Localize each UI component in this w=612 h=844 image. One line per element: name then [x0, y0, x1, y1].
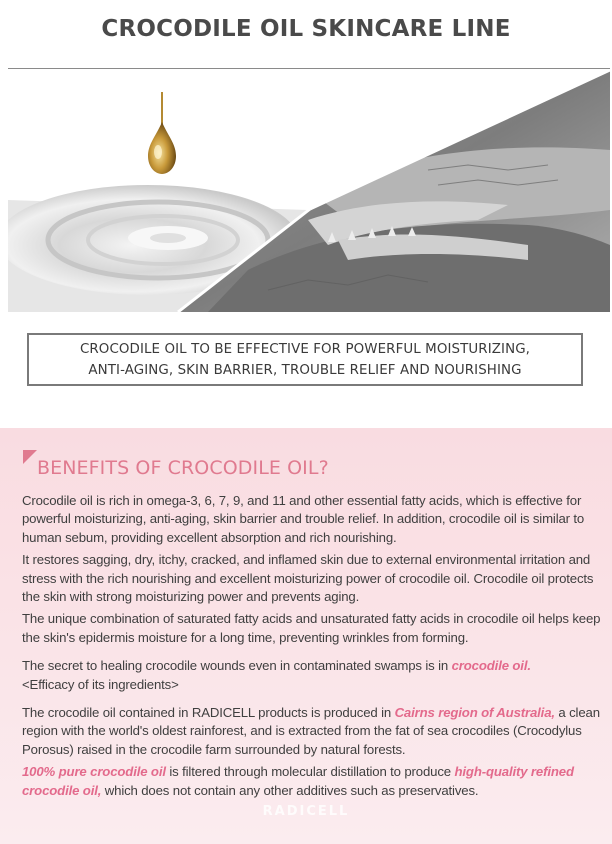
tagline-line-1: CROCODILE OIL TO BE EFFECTIVE FOR POWERFUL MOISTURIZING, [79, 342, 531, 357]
highlight-refined-oil: high-quality refined crocodile oil, [22, 764, 574, 798]
highlight-cairns: Cairns region of Australia, [394, 705, 555, 721]
paragraph-4: The secret to healing crocodile wounds even in contaminated swamps is in crocodile oil. [22, 658, 531, 674]
benefits-heading: BENEFITS OF CROCODILE OIL? [37, 457, 329, 479]
paragraph-2: It restores sagging, dry, itchy, cracked, and inflamed skin due to external environmental irritation and stress with the rich nourishing and excellent moisturizing power of crocodile oil. Crocodile oil protects the skin with strong moisturizing power and prevents aging. [22, 552, 594, 605]
brand-watermark: RADICELL [262, 804, 350, 819]
tagline-line-2: ANTI-AGING, SKIN BARRIER, TROUBLE RELIEF AND NOURISHING [88, 363, 522, 378]
page-title: CROCODILE OIL SKINCARE LINE [101, 16, 511, 42]
crocodile-photo [178, 70, 610, 312]
title-divider [8, 68, 610, 69]
highlight-crocodile-oil: crocodile oil. [451, 658, 531, 674]
paragraph-5: <Efficacy of its ingredients> [22, 676, 179, 692]
paragraph-6: The crocodile oil contained in RADICELL products is produced in Cairns region of Australia, a clean region with the world's oldest rainforest, and is extracted from the fat of sea crocodiles (Crocodylus Porosus) raised in the crocodile farm surrounded by natural forests. [22, 705, 600, 757]
paragraph-1: Crocodile oil is rich in omega-3, 6, 7, 9, and 11 and other essential fatty acids, which is effective for powerful moisturizing, anti-aging, skin barrier and trouble relief. In addition, crocodile oil is similar to human sebum, providing excellent absorption and rich nourishing. [22, 493, 585, 545]
tagline-box [27, 333, 583, 386]
oil-drop-icon [148, 92, 176, 174]
highlight-pure-oil: 100% pure crocodile oil [22, 764, 166, 780]
hero-image [8, 70, 610, 312]
paragraph-7: 100% pure crocodile oil is filtered through molecular distillation to produce high-quality refined crocodile oil, which does not contain any other additives such as preservatives. [22, 764, 574, 798]
corner-accent-icon [23, 450, 37, 464]
benefits-body [22, 492, 602, 804]
paragraph-3: The unique combination of saturated fatty acids and unsaturated fatty acids in crocodile oil helps keep the skin's epidermis moisture for a long time, preventing wrinkles from forming. [22, 611, 601, 645]
